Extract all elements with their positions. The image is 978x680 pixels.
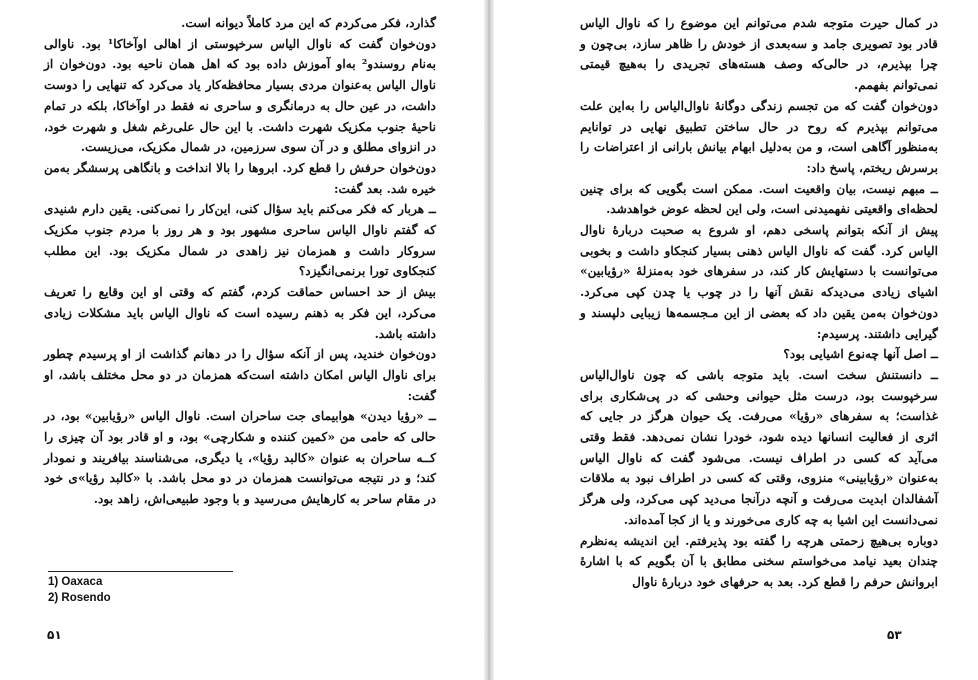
- right-page: [494, 0, 978, 680]
- paragraph: در کمال حیرت متوجه شدم می‌توانم این موضوع را که ناوال الیاس قادر بود تصویری جامد و سه‌بعدی از خودش را ظاهر سازد، بی‌چون و چرا بپذیرم، در حالی‌که وصف هسته‌های تجریدی را به‌هیچ قیمتی نمی‌توانم بفهمم.: [580, 16, 938, 93]
- footnote: 1) Oaxaca: [48, 576, 103, 588]
- paragraph: دون‌خوان گفت که ناوال الیاس سرخپوستی از اهالی اوآخاکا¹ بود. ناوالی به‌نام روسندو² به‌او آموزش داده بود که اهل همان ناحیه بود. دون‌خوان از ناوال الیاس به‌عنوان مردی بسیار محافظه‌کار یاد می‌کرد که تنهایی را دوست داشت، در عین حال به درمانگری و ساحری نه فقط در اوآخاکا، بلکه در تمام ناحیهٔ جنوب مکزیک شهرت داشت. با این حال علی‌رغم شغل و شهرت خود، در انزوای مطلق و در آن سوی سرزمین، در شمال مکزیک، می‌زیست.: [44, 36, 437, 155]
- right-page-body: [580, 13, 938, 593]
- paragraph: ــ «رؤیا دیدن» هوابیمای جت ساحران است. ناوال الیاس «رؤیابین» بود، در حالی که حامی من «کمین کننده و شکارچی» بود، و او قادر بود آن چیزی را کــه ساحران به عنوان «کالبد رؤیا»، یا دیگری، می‌شناسند بیافریند و نمودار کند؛ و در نتیجه می‌توانست همزمان در دو محل باشد. با «کالبد رؤیا»ی خود در مقام ساحر به کارهایش می‌رسید و با وجود طبیعی‌اش، زاهد بود.: [44, 409, 436, 507]
- paragraph: بیش از حد احساس حماقت کردم، گفتم که وقتی او این وقایع را تعریف می‌کرد، این فکر به ذهنم رسیده است که ناوال الیاس باید مشکلات زیادی داشته باشد.: [44, 285, 436, 341]
- paragraph: دون‌خوان حرفش را قطع کرد. ابروها را بالا انداخت و بانگاهی پرسشگر به‌من خیره شد. بعد گفت:: [44, 160, 436, 196]
- footnote: 2) Rosendo: [48, 592, 111, 604]
- page-number: ۵۱: [47, 628, 62, 642]
- left-page-body: [44, 13, 436, 510]
- paragraph: ــ اصل آنها چه‌نوع اشیایی بود؟: [783, 347, 938, 362]
- book-gutter: [484, 0, 494, 680]
- footnote-divider: [48, 571, 233, 572]
- paragraph: پیش از آنکه بتوانم پاسخی دهم، او شروع به صحبت دربارهٔ ناوال الیاس کرد. گفت که ناوال الیاس ذهنی بسیار کنجکاو داشت و بخوبی می‌توانست با دستهایش کار کند، در سفرهای خود به‌منزلهٔ «رؤیابین» اشیای زیادی می‌دیدکه نقش آنها را در چوب یا چدن کپی می‌کرد. دون‌خوان به‌من یقین داد که بعضی از این مـجسمه‌ها زیبایی دلپسند و گیرایی داشتند. پرسیدم:: [580, 223, 938, 341]
- paragraph: ــ مبهم نیست، بیان واقعیت است. ممکن است بگویی که برای چنین لحظه‌ای واقعیتی نفهمیدنی است، ولی این لحظه عوض خواهدشد.: [580, 181, 938, 217]
- footnotes: [48, 574, 111, 606]
- paragraph: دون‌خوان گفت که من تجسم زندگی دوگانهٔ ناوال‌الیاس را به‌این علت می‌توانم بپذیرم که روح در حال ساختن تطبیق نهایی در توانایم به‌منظور آگاهی است، و من به‌دلیل ابهام بیانش بارانی از اعتراضات را برسرش ریختم، پاسخ داد:: [580, 98, 938, 175]
- paragraph: گذارد، فکر می‌کردم که این مرد کاملاً دیوانه است.: [181, 16, 436, 30]
- paragraph: دوباره بی‌هیچ زحمتی هرچه را گفته بود پذیرفتم. این اندیشه به‌نظرم چندان بعید نیامد می‌خواستم سخنی مطابق با آن بگویم که با اشارهٔ ابروانش حرفم را قطع کرد. بعد به حرفهای خود دربارهٔ ناوال: [580, 533, 938, 589]
- paragraph: ــ دانستنش سخت است. باید متوجه باشی که چون ناوال‌الیاس سرخپوست بود، درست مثل حیوانی وحشی که در پی‌شکاری برای غذاست؛ به سفرهای «رؤیا» می‌رفت. یک حیوان هرگز در جایی که اثری از فعالیت انسانها دیده شود، خودرا نشان نمی‌دهد. فقط وقتی می‌آید که کسی در اطراف نیست. می‌شود گفت که ناوال الیاس به‌عنوان «رؤیابینی» منزوی، وقتی که کسی در اطراف نبود به ملاقات آشفالدان ابدیت می‌رفت و آنچه درآنجا می‌دید کپی می‌کرد، ولی هرگز نمی‌دانست این اشیا به چه کاری می‌خورند و یا از کجا آمده‌اند.: [580, 367, 938, 527]
- page-number: ۵۳: [887, 628, 902, 642]
- paragraph: دون‌خوان خندید، پس از آنکه سؤال را در دهانم گذاشت از او پرسیدم چطور برای ناوال الیاس امکان داشته است‌که همزمان در دو محل مختلف باشد، او گفت:: [44, 347, 436, 403]
- paragraph: ــ هربار که فکر می‌کنم باید سؤال کنی، این‌کار را نمی‌کنی. یقین دارم شنیدی که گفتم ناوال الیاس ساحری مشهور بود و هر روز با مردم جنوب مکزیک سروکار داشت و همزمان نیز زاهدی در شمال مکزیک بود. این مطلب کنجکاوی تورا برنمی‌انگیزد؟: [44, 202, 436, 279]
- left-page: [0, 0, 484, 680]
